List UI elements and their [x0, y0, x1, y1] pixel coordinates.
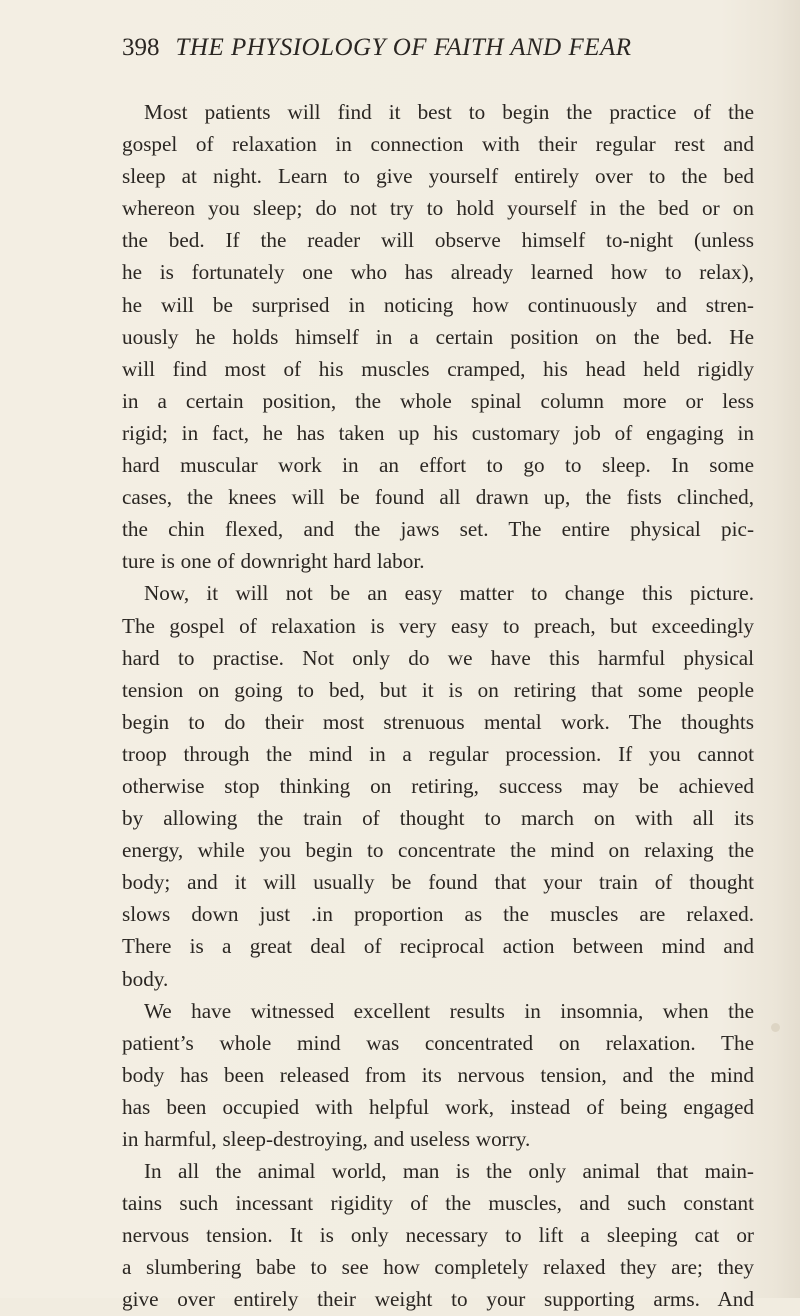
paper-blemish: [771, 1023, 780, 1032]
text-line: energy, while you begin to concentrate the mind on relaxing the: [122, 838, 754, 863]
text-line: by allowing the train of thought to march on with all its: [122, 806, 754, 831]
text-line: We have witnessed excellent results in insomnia, when the: [144, 998, 754, 1023]
text-line: he is fortunately one who has already learned how to relax),: [122, 260, 754, 285]
text-line: rigid; in fact, he has taken up his customary job of engaging in: [122, 420, 754, 445]
text-line: begin to do their most strenuous mental work. The thoughts: [122, 709, 754, 734]
text-line: nervous tension. It is only necessary to lift a sleeping cat or: [122, 1223, 754, 1248]
text-line: sleep at night. Learn to give yourself entirely over to the bed: [122, 164, 754, 189]
text-line: ture is one of downright hard labor.: [122, 549, 425, 574]
text-line: he will be surprised in noticing how continuously and stren-: [122, 292, 754, 317]
text-line: troop through the mind in a regular procession. If you cannot: [122, 741, 754, 766]
text-line: in a certain position, the whole spinal column more or less: [122, 388, 754, 413]
text-line: In all the animal world, man is the only animal that main-: [144, 1159, 754, 1184]
text-line: has been occupied with helpful work, instead of being engaged: [122, 1094, 754, 1119]
text-line: gospel of relaxation in connection with their regular rest and: [122, 132, 754, 157]
text-line: in harmful, sleep-destroying, and useless worry.: [122, 1127, 531, 1151]
text-line: body; and it will usually be found that your train of thought: [122, 870, 754, 895]
text-line: a slumbering babe to see how completely relaxed they are; they: [122, 1255, 754, 1280]
body-text: [122, 96, 754, 1316]
running-header: [122, 34, 722, 70]
text-line: otherwise stop thinking on retiring, success may be achieved: [122, 773, 754, 798]
text-line: tains such incessant rigidity of the muscles, and such constant: [122, 1191, 754, 1216]
text-line: body has been released from its nervous tension, and the mind: [122, 1062, 754, 1087]
text-line: hard muscular work in an effort to go to sleep. In some: [122, 453, 754, 478]
text-line: patient’s whole mind was concentrated on relaxation. The: [122, 1030, 754, 1055]
page-number: 398: [122, 34, 160, 61]
text-line: cases, the knees will be found all drawn up, the fists clinched,: [122, 485, 754, 510]
text-line: the bed. If the reader will observe himself to-night (unless: [122, 228, 754, 253]
text-line: uously he holds himself in a certain position on the bed. He: [122, 324, 754, 349]
text-line: Most patients will find it best to begin the practice of the: [144, 100, 754, 124]
text-line: will find most of his muscles cramped, his head held rigidly: [122, 356, 754, 381]
text-line: give over entirely their weight to your supporting arms. And: [122, 1287, 754, 1312]
text-line: whereon you sleep; do not try to hold yourself in the bed or on: [122, 196, 754, 221]
text-line: body.: [122, 966, 169, 991]
text-line: The gospel of relaxation is very easy to preach, but exceedingly: [122, 613, 754, 638]
text-line: tension on going to bed, but it is on retiring that some people: [122, 677, 754, 702]
text-line: hard to practise. Not only do we have this harmful physical: [122, 645, 754, 670]
text-line: Now, it will not be an easy matter to change this picture.: [144, 581, 754, 606]
text-line: There is a great deal of reciprocal action between mind and: [122, 934, 754, 959]
text-line: slows down just .in proportion as the muscles are relaxed.: [122, 902, 754, 927]
running-title: THE PHYSIOLOGY OF FAITH AND FEAR: [175, 34, 632, 61]
text-line: the chin flexed, and the jaws set. The entire physical pic-: [122, 517, 754, 542]
